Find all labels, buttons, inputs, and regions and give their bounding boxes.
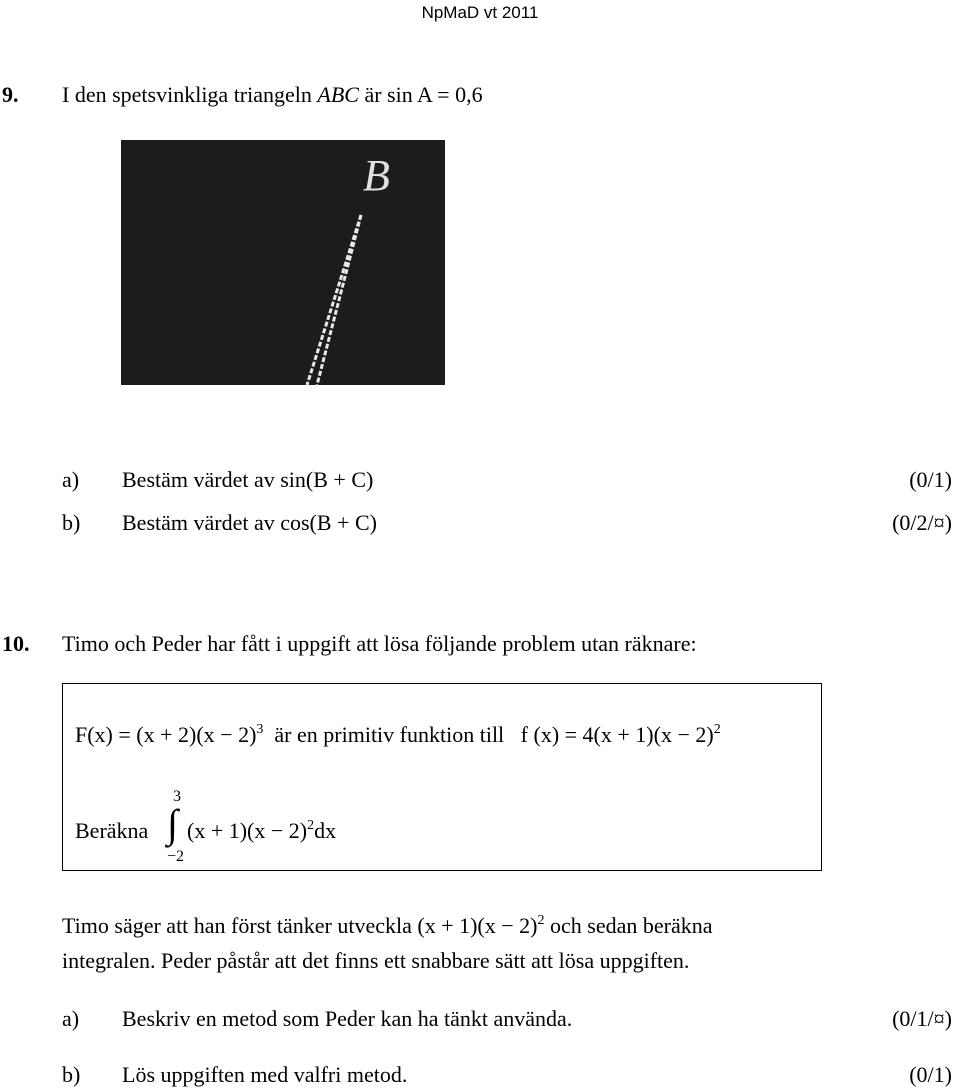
triangle-side-right: [317, 215, 361, 385]
triangle-drawing: [121, 140, 445, 385]
box-F-expr: F(x) = (x + 2)(x − 2): [75, 722, 257, 747]
q9-triangle-name: ABC: [317, 82, 359, 107]
q9-part-a-desc: Bestäm värdet av: [122, 467, 275, 492]
box-integrand-expr: (x + 1)(x − 2): [187, 818, 308, 843]
box-f-exp: 2: [713, 722, 721, 737]
q9-intro: I den spetsvinkliga triangeln: [62, 82, 312, 107]
question-10-intro: Timo och Peder har fått i uppgift att lösa följande problem utan räknare:: [62, 631, 697, 656]
box-compute-label: Beräkna: [75, 818, 149, 843]
q10-part-b-label: b): [62, 1062, 81, 1087]
box-dx: dx: [314, 818, 337, 843]
q10-part-b-points: (0/1): [909, 1062, 952, 1087]
integral-upper-limit: 3: [173, 788, 181, 805]
q9-part-b-points: (0/2/¤): [892, 510, 952, 535]
triangle-figure: [121, 140, 445, 385]
q9-part-b-label: b): [62, 510, 81, 535]
q9-given: sin A = 0,6: [387, 82, 483, 107]
q9-part-b-text: [122, 510, 377, 536]
q10-paragraph-line-1: [62, 913, 712, 939]
q9-part-a-label: a): [62, 467, 80, 492]
box-line-1: [75, 722, 721, 748]
q9-part-a-points: (0/1): [909, 467, 952, 492]
q10-para1-expr: (x + 1)(x − 2): [417, 913, 538, 938]
q9-word: är: [364, 82, 382, 107]
question-9-text: [62, 82, 483, 108]
box-integrand-exp: 2: [307, 818, 315, 833]
integral-sign-icon: ∫: [167, 801, 178, 846]
page-header: NpMaD vt 2011: [421, 3, 539, 22]
integral-lower-limit: −2: [167, 848, 185, 865]
box-integrand: [187, 818, 336, 844]
question-10-number: 10.: [2, 631, 30, 656]
q10-part-a-label: a): [62, 1006, 80, 1031]
problem-box: [62, 683, 822, 871]
vertex-label-b: B: [363, 151, 390, 200]
q9-part-a-expr: sin(B + C): [280, 467, 374, 492]
q9-part-b-desc: Bestäm värdet av: [122, 510, 275, 535]
q10-para1-b: och sedan beräkna: [550, 913, 713, 938]
q10-para1-a: Timo säger att han först tänker utveckla: [62, 913, 412, 938]
q9-part-b-expr: cos(B + C): [280, 510, 377, 535]
box-F-exp: 3: [256, 722, 264, 737]
q10-part-b-text: Lös uppgiften med valfri metod.: [122, 1062, 408, 1087]
q10-paragraph-line-2: integralen. Peder påstår att det finns ett snabbare sätt att lösa uppgiften.: [62, 948, 690, 973]
q10-part-a-text: Beskriv en metod som Peder kan ha tänkt använda.: [122, 1006, 573, 1031]
box-middle-text: är en primitiv funktion till: [274, 722, 505, 747]
question-9-number: 9.: [2, 82, 19, 107]
triangle-side-left: [307, 215, 361, 385]
q10-part-a-points: (0/1/¤): [892, 1006, 952, 1031]
q10-para1-exp: 2: [537, 913, 545, 928]
box-f-expr: f (x) = 4(x + 1)(x − 2): [520, 722, 714, 747]
q9-part-a-text: [122, 467, 373, 493]
